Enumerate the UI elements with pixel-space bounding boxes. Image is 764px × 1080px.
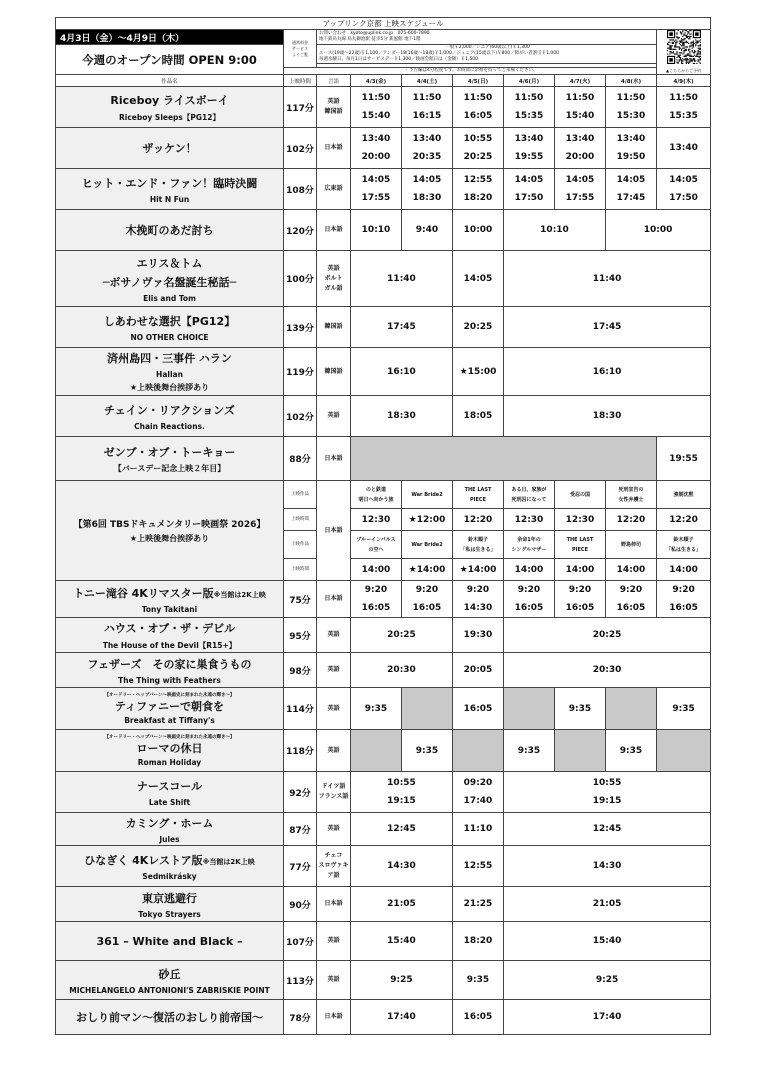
film-subtitle: Chain Reactions. (134, 421, 205, 431)
showtime[interactable]: 21:05 (351, 887, 453, 922)
schedule-table (55, 17, 711, 1035)
showtime[interactable]: 9:35 (351, 688, 402, 730)
film-lang: 英語 (317, 922, 351, 961)
film-title: フェザーズ その家に巣食うもの (87, 657, 252, 671)
film-title-cell[interactable] (56, 581, 284, 618)
showtime[interactable]: 11:40 (351, 251, 453, 307)
film-lang: 広東語 (317, 169, 351, 210)
doc-work-title: のと鉄道 明日へ向かう旅 (351, 481, 402, 509)
film-lang: 英語 ポルト ガル語 (317, 251, 351, 307)
film-runtime: 119分 (284, 348, 317, 396)
film-subtitle: Late Shift (148, 797, 191, 807)
film-lang: チェコ スロヴァキ ア語 (317, 846, 351, 887)
film-title: おしり前マン～復活のおしり前帝国～ (76, 1011, 263, 1024)
showtime[interactable]: 9:20 16:05 (555, 581, 606, 618)
film-runtime: 98分 (284, 653, 317, 688)
showtime[interactable]: 10:55 19:15 (351, 772, 453, 813)
no-screening-cell (351, 730, 402, 772)
showtime[interactable]: 20:05 (453, 653, 504, 688)
film-subtitle: Roman Holiday (137, 758, 202, 767)
showtime[interactable]: 9:35 (453, 961, 504, 1000)
no-screening-cell (657, 730, 711, 772)
showtime[interactable]: ★12:00 (402, 509, 453, 531)
address-line: 地下鉄烏丸線 烏丸御池駅 徒歩5分 新風館 地下1階 (319, 37, 421, 42)
showtime[interactable]: 9:20 16:05 (402, 581, 453, 618)
price-label: よくご覧 (292, 51, 308, 57)
film-title: Riceboy ライスボーイ (110, 93, 229, 107)
showtime[interactable]: 12:30 (351, 509, 402, 531)
showtime[interactable]: 20:25 (453, 307, 504, 348)
col-header-runtime: 上映時間 (284, 75, 317, 87)
showtime[interactable]: 16:05 (453, 688, 504, 730)
film-subtitle: MICHELANGELO ANTONIONI'S ZABRISKIE POINT (69, 985, 270, 995)
showtime[interactable]: 14:30 (351, 846, 453, 887)
showtime[interactable]: 20:30 (351, 653, 453, 688)
showtime[interactable]: 9:20 16:05 (606, 581, 657, 618)
showtime[interactable]: 15:40 (351, 922, 453, 961)
film-title-cell[interactable] (56, 887, 284, 922)
film-lang: 英語 (317, 688, 351, 730)
qr-code-icon[interactable] (667, 30, 701, 64)
film-lang: 日本語 (317, 481, 351, 581)
qr-block[interactable] (657, 30, 711, 75)
no-screening-cell (555, 730, 606, 772)
doc-work-title: 鈴木順子 「私は生きる」 (657, 531, 711, 559)
col-header-lang: 言語 (317, 75, 351, 87)
film-title-tag: ※当館は2K上映 (213, 590, 266, 599)
showtime[interactable]: 9:25 (504, 961, 711, 1000)
film-series: 【オードリー・ヘップバーン～映画史に刻まれた永遠の輝き～】 (104, 735, 235, 740)
film-title-cell[interactable] (56, 87, 284, 128)
contact-info (317, 30, 657, 45)
film-title: 東京逃避行 (142, 891, 197, 905)
showtime[interactable]: 12:20 (657, 509, 711, 531)
showtime[interactable]: 12:30 (504, 509, 555, 531)
film-title-main: ひなぎく 4Kレストア版 (84, 853, 203, 867)
schedule-sheet (55, 17, 710, 1035)
showtime[interactable]: 12:45 (351, 813, 453, 846)
date-range: 4月3日（金）～4月9日（木） (56, 30, 284, 45)
showtime[interactable]: 17:40 (351, 1000, 453, 1035)
showtime[interactable]: 11:50 15:35 (657, 87, 711, 128)
film-title-cell[interactable] (56, 922, 284, 961)
doc-row-label: 上映時間 (284, 509, 317, 531)
showtime[interactable]: 14:00 (555, 559, 606, 581)
film-runtime: 102分 (284, 128, 317, 169)
film-title: 361 – White and Black – (96, 934, 243, 948)
showtime[interactable]: 18:05 (453, 396, 504, 437)
price-line: ユース(19歳～22歳)￥1,100／アンダー18(16歳～18歳)￥1,000／ジュニア(15歳以下)￥800／障がい者割引￥1,000 (319, 51, 559, 56)
showtime[interactable]: 13:40 20:35 (402, 128, 453, 169)
showtime[interactable]: 10:00 (453, 210, 504, 251)
showtime[interactable]: 11:50 16:05 (453, 87, 504, 128)
showtime[interactable]: 12:45 (504, 813, 711, 846)
film-title-cell[interactable] (56, 813, 284, 846)
showtime[interactable]: 9:35 (657, 688, 711, 730)
film-lang: 英語 (317, 813, 351, 846)
film-title-cell[interactable] (56, 437, 284, 481)
doc-work-title: THE LAST PIECE (555, 531, 606, 559)
showtime[interactable]: 9:35 (555, 688, 606, 730)
showtime[interactable]: 14:05 17:55 (555, 169, 606, 210)
showtime[interactable]: 13:40 20:00 (351, 128, 402, 169)
film-subtitle: Hallan (156, 370, 183, 379)
film-title-cell[interactable] (56, 846, 284, 887)
doc-work-title: War Bride2 (402, 531, 453, 559)
film-title: カミング・ホーム (125, 816, 214, 830)
film-title: ハウス・オブ・ザ・デビル (103, 621, 236, 635)
film-title-cell[interactable] (56, 307, 284, 348)
doc-work-title: 鈴木順子 「私は生きる」 (453, 531, 504, 559)
showtime[interactable]: 16:10 (351, 348, 453, 396)
showtime[interactable]: 13:40 19:50 (606, 128, 657, 169)
showtime[interactable]: 18:30 (504, 396, 711, 437)
film-runtime: 100分 (284, 251, 317, 307)
showtime[interactable]: 9:20 16:05 (504, 581, 555, 618)
showtime[interactable]: 9:25 (351, 961, 453, 1000)
film-runtime: 120分 (284, 210, 317, 251)
film-lang: 英語 韓国語 (317, 87, 351, 128)
showtime[interactable]: 9:40 (402, 210, 453, 251)
showtime[interactable]: 14:05 18:30 (402, 169, 453, 210)
film-series: 【オードリー・ヘップバーン～映画史に刻まれた永遠の輝き～】 (104, 693, 235, 698)
doc-row-label: 上映時間 (284, 559, 317, 581)
film-title: チェイン・リアクションズ (104, 403, 235, 417)
showtime[interactable]: 12:20 (453, 509, 504, 531)
film-title-line2: ─ボサノヴァ名盤誕生秘話─ (102, 275, 237, 289)
film-lang: 英語 (317, 618, 351, 653)
film-title: 【第6回 TBSドキュメンタリー映画祭 2026】 (73, 520, 266, 530)
showtime[interactable]: 21:25 (453, 887, 504, 922)
price-label: 通常料金 (292, 39, 308, 45)
showtime[interactable]: 16:05 (453, 1000, 504, 1035)
showtime[interactable]: 20:25 (351, 618, 453, 653)
doc-row-label: 上映作品 (284, 531, 317, 559)
showtime[interactable]: 11:50 15:30 (606, 87, 657, 128)
film-title-cell[interactable] (56, 210, 284, 251)
film-lang: 日本語 (317, 128, 351, 169)
showtime[interactable]: 11:10 (453, 813, 504, 846)
film-runtime: 114分 (284, 688, 317, 730)
doc-work-title: 強制沈黙 (657, 481, 711, 509)
film-runtime: 108分 (284, 169, 317, 210)
showtime[interactable]: 14:00 (351, 559, 402, 581)
film-title (56, 852, 283, 868)
showtime[interactable]: 15:40 (504, 922, 711, 961)
showtime[interactable]: 9:35 (606, 730, 657, 772)
film-subtitle: Jules (159, 834, 180, 844)
film-lang: 韓国語 (317, 348, 351, 396)
showtime[interactable]: 14:05 17:50 (657, 169, 711, 210)
showtime[interactable]: 11:40 (504, 251, 711, 307)
qr-caption: ▲こちらからご予約 (666, 68, 702, 73)
film-runtime: 75分 (284, 581, 317, 618)
showtime[interactable]: 9:20 16:05 (351, 581, 402, 618)
showtime[interactable]: 14:05 17:45 (606, 169, 657, 210)
col-header-day: 4/3(金) (351, 75, 402, 87)
film-title-cell[interactable] (56, 1000, 284, 1035)
film-runtime: 78分 (284, 1000, 317, 1035)
film-lang: 日本語 (317, 437, 351, 481)
film-subtitle: Elis and Tom (143, 293, 196, 303)
col-header-day: 4/7(火) (555, 75, 606, 87)
showtime[interactable]: 17:45 (351, 307, 453, 348)
col-header-film: 作品名 (56, 75, 284, 87)
showtime[interactable]: 9:35 (402, 730, 453, 772)
film-title (56, 585, 283, 601)
film-title-cell[interactable] (56, 348, 284, 396)
price-labels (284, 30, 317, 68)
no-screening-cell (402, 688, 453, 730)
film-subtitle: Tokyo Strayers (138, 909, 201, 919)
film-title: ティファニーで朝食を (115, 700, 224, 713)
price-line: 一般￥2,000／シニア(60歳以上)￥1,300 (445, 45, 530, 50)
film-lang: 日本語 (317, 887, 351, 922)
showtime[interactable]: 14:05 (453, 251, 504, 307)
film-note: ★上映後舞台挨拶あり (129, 534, 210, 543)
showtime[interactable]: 21:05 (504, 887, 711, 922)
showtime[interactable]: 17:40 (504, 1000, 711, 1035)
film-title: 済州島四・三事件 ハラン (107, 352, 232, 365)
no-screening-cell (606, 688, 657, 730)
film-title: ザッケン！ (142, 142, 197, 155)
showtime[interactable]: 11:50 16:15 (402, 87, 453, 128)
col-header-day: 4/8(水) (606, 75, 657, 87)
film-title-cell[interactable] (56, 169, 284, 210)
film-runtime: 117分 (284, 87, 317, 128)
showtime[interactable]: 10:10 (504, 210, 606, 251)
film-title: ヒット・エンド・ファン！臨時決闘 (81, 176, 258, 190)
showtime[interactable]: 9:20 16:05 (657, 581, 711, 618)
showtime[interactable]: 14:00 (657, 559, 711, 581)
film-title-cell[interactable] (56, 396, 284, 437)
showtime[interactable]: 14:00 (504, 559, 555, 581)
film-title-main: トニー滝谷 4Kリマスター版 (73, 586, 214, 600)
doc-work-title: ある日、家族が 死刑囚になって (504, 481, 555, 509)
film-subtitle: Hit N Fun (149, 194, 190, 204)
film-note: 【バースデー記念上映２年目】 (113, 463, 226, 473)
film-lang: 英語 (317, 653, 351, 688)
film-title-cell[interactable] (56, 653, 284, 688)
film-subtitle: The Thing with Feathers (118, 675, 221, 685)
film-lang: 日本語 (317, 1000, 351, 1035)
film-title-cell[interactable] (56, 730, 284, 772)
film-lang: 日本語 (317, 581, 351, 618)
showtime[interactable]: 12:30 (555, 509, 606, 531)
price-label: サービス (292, 45, 308, 51)
doc-work-title: 受忍の国 (555, 481, 606, 509)
showtime[interactable]: 12:55 18:20 (453, 169, 504, 210)
showtime[interactable]: ★15:00 (453, 348, 504, 396)
showtime[interactable]: 17:45 (504, 307, 711, 348)
no-screening-cell (351, 437, 657, 481)
showtime[interactable]: 9:20 14:30 (453, 581, 504, 618)
film-subtitle: Sedmikrásky (142, 871, 197, 881)
film-title: ローマの休日 (136, 742, 203, 755)
showtime[interactable]: 10:55 19:15 (504, 772, 711, 813)
showtime[interactable]: 10:00 (606, 210, 711, 251)
sheet-title: アップリンク京都 上映スケジュール (56, 18, 711, 30)
film-runtime: 102分 (284, 396, 317, 437)
showtime[interactable]: 11:50 15:40 (555, 87, 606, 128)
film-title: しあわせな選択【PG12】 (103, 314, 236, 328)
film-runtime: 107分 (284, 922, 317, 961)
showtime[interactable]: 13:40 20:00 (555, 128, 606, 169)
film-title: エリス＆トム (136, 256, 203, 270)
film-title: ナースコール (136, 779, 203, 793)
film-runtime: 77分 (284, 846, 317, 887)
doc-work-title: 死刑宣告の 女性弁護士 (606, 481, 657, 509)
showtime[interactable]: 10:55 20:25 (453, 128, 504, 169)
film-runtime: 95分 (284, 618, 317, 653)
doc-work-title: THE LAST PIECE (453, 481, 504, 509)
film-title-cell[interactable] (56, 618, 284, 653)
col-header-day: 4/6(月) (504, 75, 555, 87)
film-title-cell[interactable] (56, 688, 284, 730)
showtime[interactable]: 09:20 17:40 (453, 772, 504, 813)
film-lang: 英語 (317, 396, 351, 437)
doc-work-title: 野島伸司 (606, 531, 657, 559)
showtime[interactable]: 18:20 (453, 922, 504, 961)
film-subtitle: The House of the Devil【R15+】 (102, 640, 237, 650)
film-title-tag: ※当館は2K上映 (202, 857, 255, 866)
doc-work-title: ブルーインパルス の空へ (351, 531, 402, 559)
film-title-cell[interactable] (56, 251, 284, 307)
film-lang: ドイツ語 フランス語 (317, 772, 351, 813)
film-runtime: 92分 (284, 772, 317, 813)
doc-work-title: War Bride2 (402, 481, 453, 509)
showtime[interactable]: 19:30 (453, 618, 504, 653)
showtime[interactable]: 12:20 (606, 509, 657, 531)
film-subtitle: Tony Takitani (141, 604, 198, 614)
showtime[interactable]: 14:05 17:50 (504, 169, 555, 210)
showtime[interactable]: 9:35 (504, 730, 555, 772)
film-runtime: 139分 (284, 307, 317, 348)
showtime[interactable]: 11:50 15:40 (351, 87, 402, 128)
doc-work-title: 余命1年の シングルマザー (504, 531, 555, 559)
col-header-day: 4/9(木) (657, 75, 711, 87)
showtime[interactable]: 18:30 (351, 396, 453, 437)
showtime[interactable]: 20:25 (504, 618, 711, 653)
showtime[interactable]: 13:40 19:55 (504, 128, 555, 169)
showtime[interactable]: 20:30 (504, 653, 711, 688)
col-header-day: 4/4(土) (402, 75, 453, 87)
film-runtime: 90分 (284, 887, 317, 922)
film-title: ゼンブ・オブ・トーキョー (103, 445, 236, 459)
film-lang: 日本語 (317, 210, 351, 251)
showtime[interactable]: 14:00 (606, 559, 657, 581)
showtime[interactable]: 10:10 (351, 210, 402, 251)
showtime[interactable]: 16:10 (504, 348, 711, 396)
showtime[interactable]: 19:55 (657, 437, 711, 481)
film-subtitle: Riceboy Sleeps【PG12】 (119, 112, 220, 122)
doc-row-label: 上映作品 (284, 481, 317, 509)
open-time: 今週のオープン時間 OPEN 9:00 (56, 45, 284, 75)
film-lang: 英語 (317, 961, 351, 1000)
film-title-cell[interactable] (56, 481, 284, 581)
film-runtime: 113分 (284, 961, 317, 1000)
film-title-cell[interactable] (56, 772, 284, 813)
film-subtitle: Breakfast at Tiffany's (124, 716, 215, 725)
film-note: ★上映後舞台挨拶あり (129, 383, 210, 392)
price-line: 毎週水曜日、毎月1日はサービスデー￥1,300／映画会館日は（金額）￥1,500 (319, 57, 479, 62)
showtime[interactable]: 14:30 (504, 846, 711, 887)
showtime[interactable]: ★14:00 (453, 559, 504, 581)
film-runtime: 87分 (284, 813, 317, 846)
no-screening-cell (504, 688, 555, 730)
film-title: 砂丘 (158, 967, 181, 981)
col-header-day: 4/5(日) (453, 75, 504, 87)
price-list (317, 45, 657, 64)
film-subtitle: NO OTHER CHOICE (130, 332, 209, 342)
no-screening-cell (453, 730, 504, 772)
film-lang: 英語 (317, 730, 351, 772)
contact-line: お問い合わせ kyoto@uplink.co.jp 075-600-7890 (319, 31, 430, 36)
showtime[interactable]: 12:55 (453, 846, 504, 887)
film-title: 木挽町のあだ討ち (125, 224, 214, 237)
showtime[interactable]: 14:05 17:55 (351, 169, 402, 210)
film-runtime: 118分 (284, 730, 317, 772)
film-title-cell[interactable] (56, 961, 284, 1000)
film-lang: 韓国語 (317, 307, 351, 348)
showtime[interactable]: 11:50 15:35 (504, 87, 555, 128)
showtime[interactable]: ★14:00 (402, 559, 453, 581)
film-runtime: 88分 (284, 437, 317, 481)
film-title-cell[interactable] (56, 128, 284, 169)
trailer-notice: ・予告編は4分程度です。お時間に余裕を持ってご来場ください。 (284, 68, 657, 75)
showtime[interactable]: 13:40 (657, 128, 711, 169)
